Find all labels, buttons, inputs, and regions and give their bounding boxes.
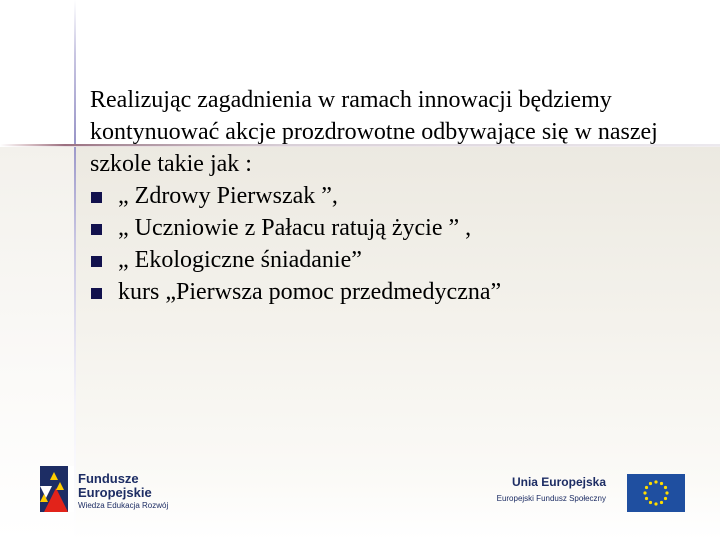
fundusze-europejskie-mark-icon <box>40 466 74 512</box>
square-bullet-icon <box>91 256 102 267</box>
fundusze-europejskie-logo <box>40 466 180 512</box>
list-item <box>90 276 690 308</box>
square-bullet-icon <box>91 192 102 203</box>
list-item-text: „ Zdrowy Pierwszak ”, <box>118 183 338 209</box>
fe-logo-line-2: Europejskie <box>78 485 152 500</box>
list-item-text: „ Ekologiczne śniadanie” <box>118 247 362 273</box>
list-item-text: kurs „Pierwsza pomoc przedmedyczna” <box>118 279 502 305</box>
ue-logo-line-1: Unia Europejska <box>511 475 606 489</box>
bullet-list <box>90 180 690 308</box>
list-item-text: „ Uczniowie z Pałacu ratują życie ” , <box>118 215 472 241</box>
unia-europejska-logo <box>488 470 688 512</box>
list-item <box>90 180 690 212</box>
list-item <box>90 212 690 244</box>
decorative-vertical-line <box>74 0 76 540</box>
list-item <box>90 244 690 276</box>
fe-logo-tagline: Wiedza Edukacja Rozwój <box>78 501 169 510</box>
intro-paragraph: Realizując zagadnienia w ramach innowacji będziemy kontynuować akcje prozdrowotne odbywające się w naszej szkole takie jak : <box>90 87 658 177</box>
eu-flag-icon <box>627 474 685 512</box>
square-bullet-icon <box>91 288 102 299</box>
fe-logo-line-1: Fundusze <box>78 471 139 486</box>
square-bullet-icon <box>91 224 102 235</box>
slide-content <box>90 84 690 308</box>
ue-logo-line-2: Europejski Fundusz Społeczny <box>496 494 606 503</box>
